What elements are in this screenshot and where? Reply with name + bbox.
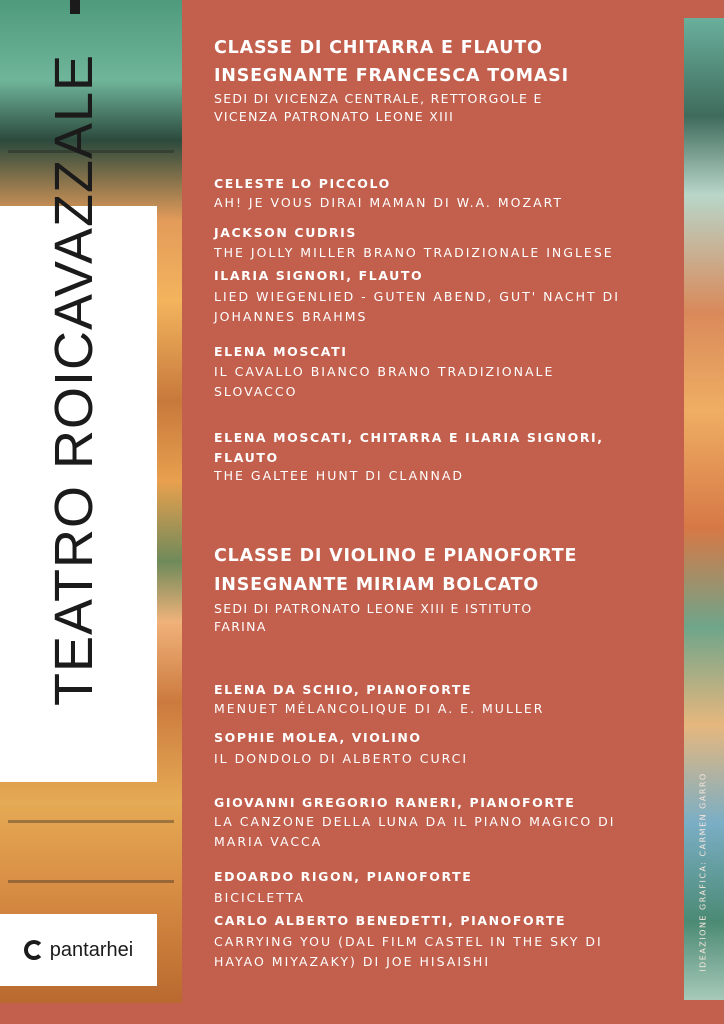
- piece-title: IL CAVALLO BIANCO BRANO TRADIZIONALE: [214, 364, 555, 379]
- piece-title: MENUET MÉLANCOLIQUE DI A. E. MULLER: [214, 701, 545, 716]
- piece-title: JOHANNES BRAHMS: [214, 309, 368, 324]
- performer-name: SOPHIE MOLEA, VIOLINO: [214, 730, 422, 745]
- section2-teacher: INSEGNANTE MIRIAM BOLCATO: [214, 575, 540, 595]
- section2-venue-line: FARINA: [214, 619, 267, 634]
- piece-title: AH! JE VOUS DIRAI MAMAN DI W.A. MOZART: [214, 195, 564, 210]
- piece-title: SLOVACCO: [214, 384, 298, 399]
- piece-title: LIED WIEGENLIED - GUTEN ABEND, GUT' NACHT DI: [214, 289, 620, 304]
- performer-name: JACKSON CUDRIS: [214, 225, 358, 240]
- logo-icon: [24, 940, 44, 960]
- performer-name: CARLO ALBERTO BENEDETTI, PIANOFORTE: [214, 913, 567, 928]
- pantarhei-logo: [0, 914, 157, 986]
- section1-venue-line: SEDI DI VICENZA CENTRALE, RETTORGOLE E: [214, 91, 543, 106]
- performer-name: CELESTE LO PICCOLO: [214, 176, 391, 191]
- performer-name: FLAUTO: [214, 450, 279, 465]
- art-line: [8, 880, 174, 883]
- art-line: [8, 820, 174, 823]
- performer-name: ILARIA SIGNORI, FLAUTO: [214, 268, 424, 283]
- piece-title: BICICLETTA: [214, 890, 305, 905]
- performer-name: ELENA MOSCATI, CHITARRA E ILARIA SIGNORI,: [214, 430, 604, 445]
- graphic-credit: IDEAZIONE GRAFICA: CARMEN GARRO: [698, 772, 708, 972]
- performer-name: EDOARDO RIGON, PIANOFORTE: [214, 869, 473, 884]
- title-tab: [70, 0, 80, 14]
- performer-name: ELENA DA SCHIO, PIANOFORTE: [214, 682, 473, 697]
- section2-venue-line: SEDI DI PATRONATO LEONE XIII E ISTITUTO: [214, 601, 533, 616]
- piece-title: THE JOLLY MILLER BRANO TRADIZIONALE INGLESE: [214, 245, 614, 260]
- venue-title: TEATRO ROICAVAZZALE: [44, 53, 104, 707]
- performer-name: ELENA MOSCATI: [214, 344, 348, 359]
- piece-title: CARRYING YOU (DAL FILM CASTEL IN THE SKY DI: [214, 934, 603, 949]
- section1-teacher: INSEGNANTE FRANCESCA TOMASI: [214, 66, 569, 86]
- piece-title: MARIA VACCA: [214, 834, 323, 849]
- piece-title: THE GALTEE HUNT DI CLANNAD: [214, 468, 464, 483]
- piece-title: LA CANZONE DELLA LUNA DA IL PIANO MAGICO DI: [214, 814, 616, 829]
- section2-title: CLASSE DI VIOLINO E PIANOFORTE: [214, 546, 578, 566]
- performer-name: GIOVANNI GREGORIO RANERI, PIANOFORTE: [214, 795, 576, 810]
- section1-title: CLASSE DI CHITARRA E FLAUTO: [214, 38, 543, 58]
- piece-title: IL DONDOLO DI ALBERTO CURCI: [214, 751, 469, 766]
- piece-title: HAYAO MIYAZAKY) DI JOE HISAISHI: [214, 954, 491, 969]
- logo-text: pantarhei: [49, 938, 134, 961]
- section1-venue-line: VICENZA PATRONATO LEONE XIII: [214, 109, 455, 124]
